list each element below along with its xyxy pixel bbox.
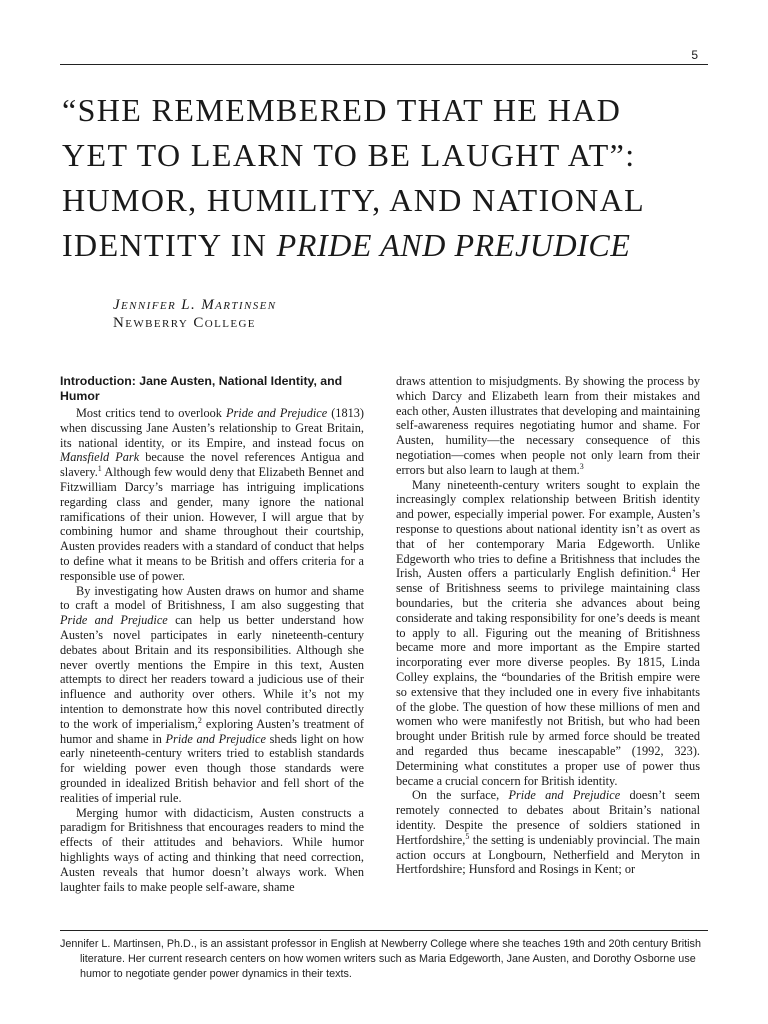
paragraph-1: Most critics tend to overlook Pride and Prejudice (1813) when discussing Jane Austen’s relationship to Great Britain, its national identity, or its Empire, and instead focus on Mansfield Park because the novel references Antigua and slavery.$^1$ Although few would deny that Elizabeth Bennet and Fitzwilliam Darcy’s marriage has intriguing implications regarding class and gender, many ignore the national ramifications of their union. However, I will argue that by combining humor and shame throughout their courtship, Austen provides readers with a standard of conduct that helps to define what it means to be British and offers criteria for a responsible use of power.: [60, 406, 364, 583]
top-rule: [60, 64, 708, 65]
author-bio: Jennifer L. Martinsen, Ph.D., is an assistant professor in English at Newberry College where she teaches 19th and 20th century British literature. Her current research centers on how women writers such as Maria Edgeworth, Jane Austen, and Dorothy Osborne use humor to negotiate gender power dynamics in their texts.: [60, 938, 701, 981]
footnote-rule: [60, 930, 708, 931]
footnote-ref-3: 3: [579, 461, 584, 471]
left-column: [60, 374, 364, 894]
title-line-4-prefix: IDENTITY IN: [62, 227, 277, 263]
right-column: [396, 374, 700, 877]
paragraph-3: Merging humor with didacticism, Austen constructs a paradigm for Britishness that encourages readers to mind the effects of their attitudes and behaviors. While humor highlights ways of acting and thinking that need correction, Austen reveals that humor doesn’t always work. When laughter fails to make people self-aware, shame: [60, 805, 364, 894]
article-title: [62, 88, 722, 268]
page-number: 5: [691, 48, 698, 62]
footnote-ref-5: 5: [465, 831, 470, 841]
title-line-4: [62, 223, 722, 268]
title-line-4-italic: PRIDE AND PREJUDICE: [276, 227, 631, 263]
title-line-2: YET TO LEARN TO BE LAUGHT AT”:: [62, 137, 636, 173]
section-heading: Introduction: Jane Austen, National Identity, and Humor: [60, 374, 343, 403]
title-line-1: “SHE REMEMBERED THAT HE HAD: [62, 92, 622, 128]
paragraph-4: Many nineteenth-century writers sought to explain the increasingly complex relationship between British identity and power, especially imperial power. For example, Austen’s response to questions about national identity isn’t as overt as that of her contemporary Maria Edgeworth. Unlike Edgeworth who tries to define a Britishness that includes the Irish, Austen offers a particularly English definition.$^4$ Her sense of Britishness seems to privilege maintaining class boundaries, but the criteria she advances about being considerate and taking responsibility for one’s deeds is meant to apply to all. Figuring out the meaning of Britishness became more and more important as the Empire started incorporating ever more diverse peoples. By 1815, Linda Colley explains, the “boundaries of the British empire were so extensive that they included one in every five inhabitants of the globe. The question of how these millions of men and women who were manifestly not British, but who had been brought under British rule by armed force should be treated and regarded thus became inescapable” (1992, 323). Determining what constitutes a proper use of power thus became a crucial concern for British identity.: [396, 477, 700, 788]
footnote-ref-4: 4: [671, 565, 676, 575]
footnote-ref-1: 1: [97, 464, 102, 474]
paragraph-2: By investigating how Austen draws on humor and shame to craft a model of Britishness, I am also suggesting that Pride and Prejudice can help us better understand how Austen’s novel participates in early nineteenth-century debates about Britain and its responsibilities. Although she never overtly mentions the Empire in this text, Austen attempts to direct her readers toward a judicious use of their influence and authority over others. While it’s not my intention to demonstrate how this novel contributed directly to the work of imperialism,$^2$ exploring Austen’s treatment of humor and shame in Pride and Prejudice sheds light on how early nineteenth-century writers tried to establish standards for wielding power even though those standards were grounded in idealized British behavior and fell short of the realities of imperial rule.: [60, 583, 364, 805]
title-line-3: HUMOR, HUMILITY, AND NATIONAL: [62, 182, 646, 218]
author-block: [113, 296, 276, 332]
author-name: Jennifer L. Martinsen: [113, 297, 277, 313]
paragraph-3-continued: draws attention to misjudgments. By showing the process by which Darcy and Elizabeth learn from their mistakes and each other, Austen illustrates that developing and maintaining self-awareness requires negotiating humor and shame. For Austen, humility—the necessary consequence of this negotiation—comes when people not only learn from their errors but also learn to laugh at them.$^3$: [396, 374, 700, 477]
author-footnote: [60, 937, 708, 983]
paragraph-5: On the surface, Pride and Prejudice doesn’t seem remotely connected to debates about Britain’s national identity. Despite the presence of soldiers stationed in Hertfordshire,$^5$ the setting is undeniably provincial. The main action occurs at Longbourn, Netherfield and Meryton in Hertfordshire; Hunsford and Rosings in Kent; or: [396, 788, 700, 877]
author-affiliation: Newberry College: [113, 315, 256, 331]
footnote-ref-2: 2: [197, 715, 202, 725]
